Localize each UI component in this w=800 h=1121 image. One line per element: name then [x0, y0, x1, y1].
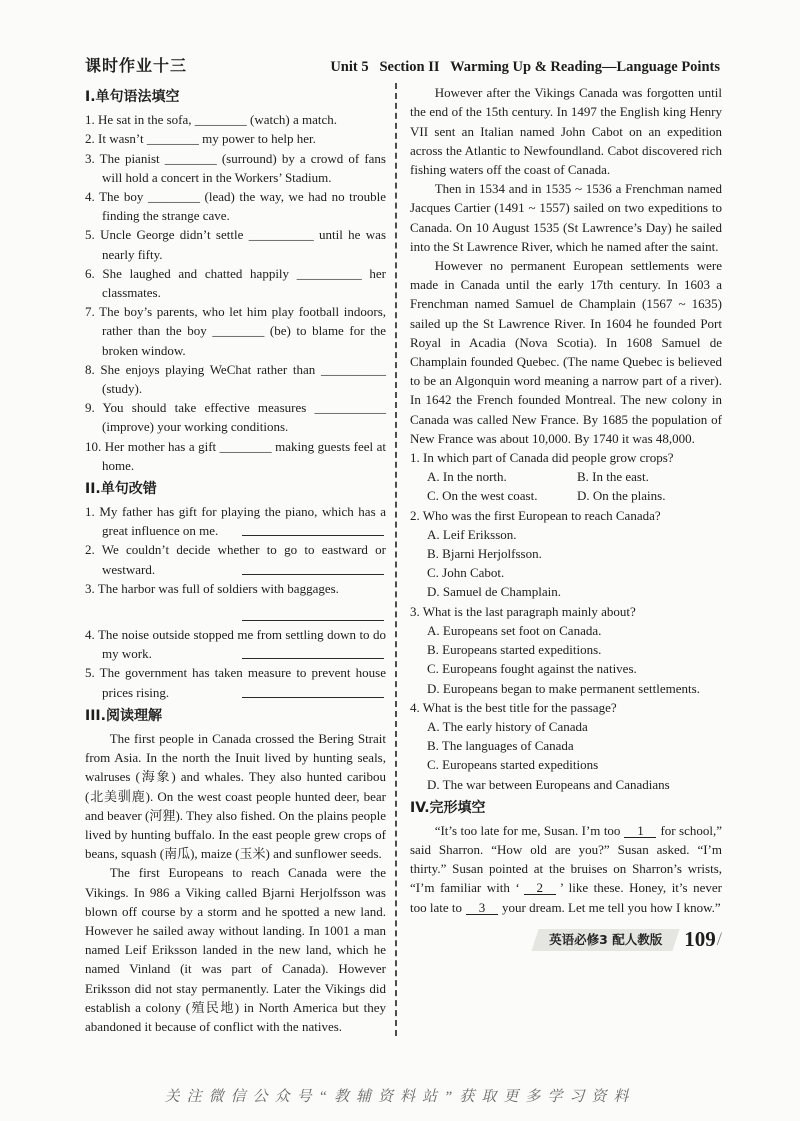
answer-blank [242, 619, 384, 621]
correction-item [85, 663, 386, 701]
book-edition-badge [532, 929, 680, 951]
correction-text: 3. The harbor was full of soldiers with baggages. [85, 580, 339, 596]
question-1: 1. In which part of Canada did people grow crops? [410, 450, 674, 466]
correction-item [85, 502, 386, 540]
question-1-options-row-1 [410, 467, 722, 486]
reading-paragraph-2: The first Europeans to reach Canada were the Vikings. In 986 a Viking called Bjarni Herjolfsson was blown off course by a storm and he spotted a new land. However he sailed away without landing. In 1001 a man named Leif Eriksson landed in the new land, which he named Vinland (it was part of Canada). However Eriksson did not stay permanently. Later the Vikings did establish a colony (殖民地) in North America but they abandoned it because of conflict with the natives. [85, 865, 386, 1034]
cloze-blank-1: 1 [624, 824, 656, 838]
option-a: A. The early history of Canada [427, 718, 588, 734]
option-d: D. Samuel de Champlain. [427, 584, 561, 600]
option-c: C. Europeans fought against the natives. [427, 661, 637, 677]
section3-title: III.阅读理解 [85, 707, 162, 724]
grammar-item: 4. The boy ________ (lead) the way, we had no trouble finding the strange cave. [85, 189, 386, 224]
reading-paragraph-3: However after the Vikings Canada was forgotten until the end of the 15th century. In 1497 the English king Henry VII sent an Italian named John Cabot on an expedition across the Atlantic to Newfoundland. Cabot discovered rich fishing waters off the coast of Canada. [410, 85, 722, 178]
option-d: D. Europeans began to make permanent settlements. [427, 680, 700, 696]
option-a: A. Europeans set foot on Canada. [427, 622, 602, 638]
answer-blank [242, 534, 384, 536]
option-c: C. On the west coast. [427, 488, 538, 504]
cloze-text: “It’s too late for me, Susan. I’m too [434, 822, 621, 838]
page-number-slash: / [716, 929, 722, 951]
left-column [85, 83, 395, 1036]
grammar-item: 10. Her mother has a gift ________ making guests feel at home. [85, 438, 386, 473]
section2-title: II.单句改错 [85, 481, 157, 498]
grammar-item: 3. The pianist ________ (surround) by a crowd of fans will hold a concert in the Workers’ Stadium. [85, 150, 386, 185]
option-b: B. In the east. [577, 469, 649, 485]
option-d: D. The war between Europeans and Canadians [427, 776, 670, 792]
option-d: D. On the plains. [577, 488, 666, 504]
option-b: B. Bjarni Herjolfsson. [427, 546, 542, 562]
option-c: C. John Cabot. [427, 565, 505, 581]
grammar-item: 6. She laughed and chatted happily __________ her classmates. [85, 265, 386, 301]
grammar-item: 5. Uncle George didn’t settle __________ until he was nearly fifty. [85, 227, 386, 262]
option-b: B. Europeans started expeditions. [427, 642, 602, 658]
grammar-item: 9. You should take effective measures ___________ (improve) your working conditions. [85, 400, 386, 435]
page-number: 109 [684, 927, 716, 952]
option-a: A. In the north. [427, 469, 507, 485]
grammar-item: 1. He sat in the sofa, ________ (watch) a match. [85, 112, 337, 128]
right-column [395, 83, 722, 1036]
grammar-item: 2. It wasn’t ________ my power to help her. [85, 131, 316, 147]
lesson-title: 课时作业十三 [85, 56, 188, 75]
grammar-item: 7. The boy’s parents, who let him play football indoors, rather than the boy ________ (be) to blame for the broken window. [85, 304, 386, 358]
unit-title: Unit 5 Section II Warming Up & Reading—Language Points [330, 59, 720, 75]
option-a: A. Leif Eriksson. [427, 526, 517, 542]
cloze-text: your dream. Let me tell you how I know.” [502, 899, 721, 915]
correction-text: 4. The noise outside stopped me from settling down to do my work. [85, 627, 386, 662]
reading-paragraph-5: However no permanent European settlements were made in Canada until the early 17th century. In 1603 a Frenchman named Samuel de Champlain (1567 ~ 1635) sailed up the St Lawrence River. In 1604 he founded Port Royal in Acadia (Nova Scotia). In 1608 Samuel de Champlain founded Quebec. (The name Quebec is believed to be an Algonquin word meaning a narrow part of a river). In 1642 the French founded Montreal. The new colony in Canada was called New France. By 1685 the population of New France was about 10,000. By 1740 it was 48,000. [410, 258, 722, 446]
question-4: 4. What is the best title for the passage? [410, 699, 617, 715]
cloze-text: ’ like these. Honey, it’s never too late to [410, 880, 722, 915]
option-b: B. The languages of Canada [427, 738, 574, 754]
answer-blank [242, 573, 384, 575]
question-2: 2. Who was the first European to reach Canada? [410, 507, 661, 523]
section4-title: IV.完形填空 [410, 799, 486, 816]
cloze-text: for school,” said Sharron. “How old are you?” Susan asked. “I’m thirty.” Susan pointed at the bruises on Sharron’s wrists, “I’m familiar with ‘ [410, 822, 722, 896]
question-1-options-row-2 [410, 486, 722, 505]
section1-title: I.单句语法填空 [85, 89, 180, 106]
wechat-watermark: 关注微信公众号“教辅资料站”获取更多学习资料 [164, 1088, 636, 1105]
correction-text: 2. We couldn’t decide whether to go to eastward or westward. [85, 542, 386, 577]
reading-paragraph-1: The first people in Canada crossed the Bering Strait from Asia. In the north the Inuit lived by hunting seals, walruses (海象) and whales. They also hunted caribou (北美驯鹿). On the west coast people hunted deer, bear and beaver (河狸). They also fished. On the plains people lived by hunting buffalo. In the east people grew crops of beans, squash (南瓜), maize (玉米) and sunflower seeds. [85, 730, 386, 862]
option-c: C. Europeans started expeditions [427, 757, 599, 773]
correction-text: 5. The government has taken measure to prevent house prices rising. [85, 665, 386, 700]
grammar-item: 8. She enjoys playing WeChat rather than __________ (study). [85, 361, 386, 397]
answer-blank [242, 696, 384, 698]
reading-paragraph-4: Then in 1534 and in 1535 ~ 1536 a Frenchman named Jacques Cartier (1491 ~ 1557) sailed on two expeditions to Canada. On 10 August 1535 (St Lawrence’s Day) he sailed into the St Lawrence River, which he named after the saint. [410, 181, 722, 254]
cloze-blank-2: 2 [524, 881, 556, 895]
page-header [0, 0, 800, 81]
correction-item [85, 625, 386, 663]
cloze-paragraph [410, 821, 722, 917]
two-column-body [0, 81, 800, 1036]
book-edition-label: 英语必修3 配人教版 [549, 931, 663, 947]
correction-text: 1. My father has gift for playing the piano, which has a great influence on me. [85, 504, 386, 539]
correction-item [85, 579, 386, 625]
answer-blank [242, 657, 384, 659]
page-footer [410, 929, 722, 951]
correction-item [85, 540, 386, 578]
cloze-blank-3: 3 [466, 901, 498, 915]
question-3: 3. What is the last paragraph mainly about? [410, 603, 636, 619]
